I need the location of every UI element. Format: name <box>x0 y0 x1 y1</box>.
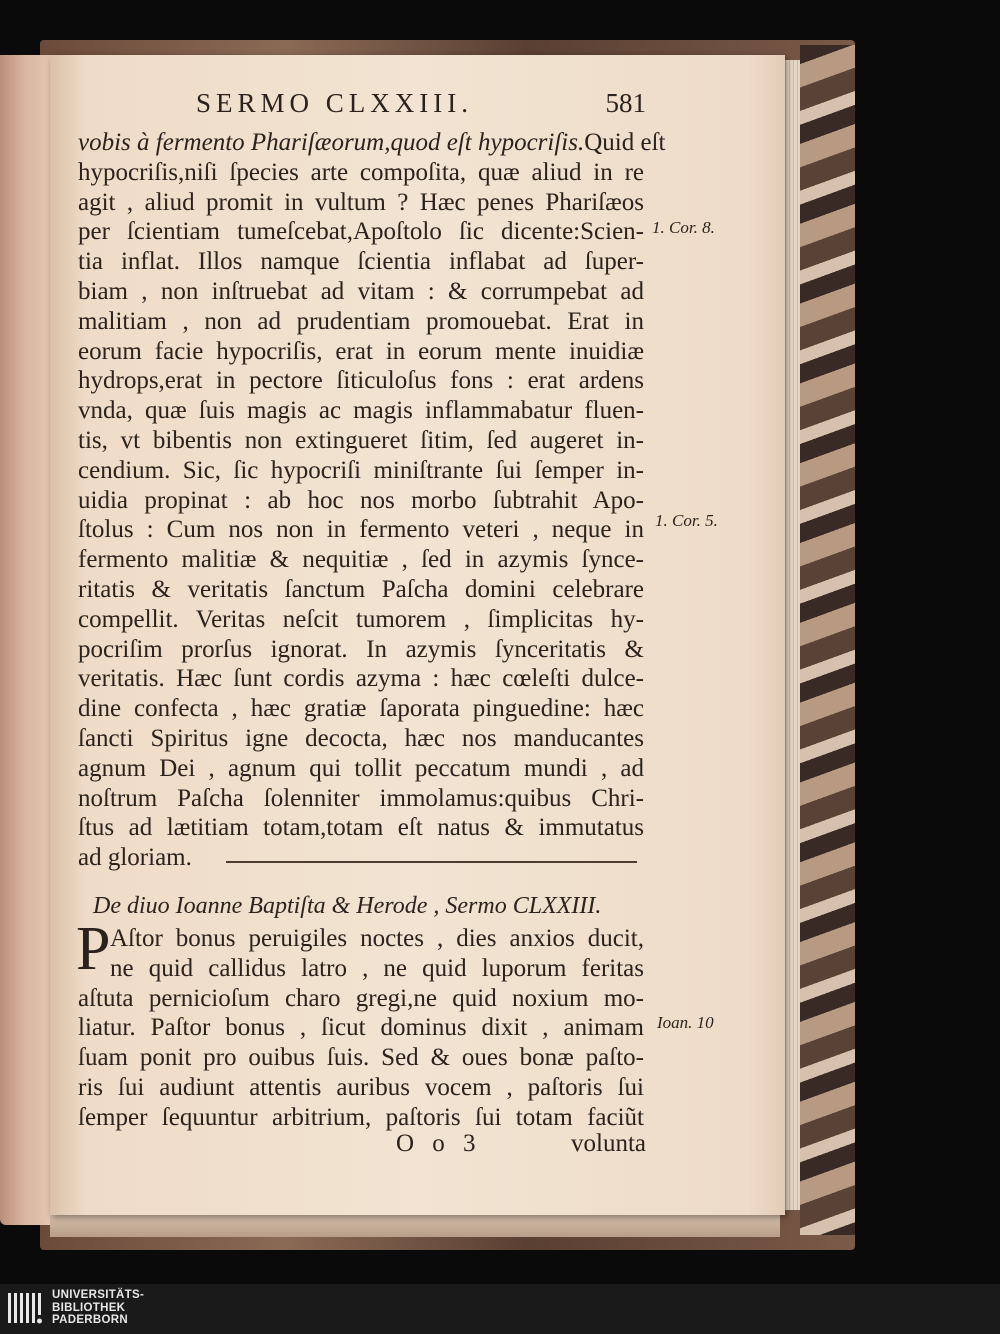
library-name-line: PADERBORN <box>52 1314 128 1326</box>
text-line: ne quid callidus latro , ne quid luporum feritas <box>110 954 644 982</box>
text-line <box>78 217 644 247</box>
text-line: ſuam ponit pro ouibus ſuis. Sed & oues bonæ paſto- <box>78 1044 644 1072</box>
text-segment: vnda, quæ ſuis magis ac magis inflammabatur fluen- <box>78 397 644 425</box>
text-segment: agit , aliud promit in vultum ? Hæc penes Phariſæos <box>78 188 644 216</box>
text-line: ſemper ſequuntur arbitrium, paſtoris ſui totam faciũt <box>78 1103 644 1131</box>
library-footer <box>0 1284 1000 1334</box>
text-line <box>78 515 644 545</box>
library-name-line: UNIVERSITÄTS- <box>52 1289 145 1301</box>
text-segment: uidia propinat : ab hoc nos morbo ſubtrahit Apo- <box>78 486 644 514</box>
drop-capital: P <box>76 915 111 983</box>
text-segment: ſtus ad lætitiam totam,totam eſt natus & immutatus <box>78 814 644 842</box>
text-segment: hydrops,erat in pectore ſiticuloſus fons : erat ardens <box>78 367 644 395</box>
text-line <box>78 545 644 575</box>
text-line <box>78 694 644 724</box>
text-line <box>78 188 644 218</box>
text-segment: ſtolus : Cum nos non in fermento veteri , neque in <box>78 516 644 544</box>
text-line <box>78 307 644 337</box>
text-segment: malitiam , non ad prudentiam promouebat. Erat in <box>78 307 644 335</box>
text-line <box>78 813 644 843</box>
marbled-endpaper <box>800 45 855 1235</box>
text-line <box>78 664 644 694</box>
text-line: liatur. Paſtor bonus , ſicut dominus dixit , animam <box>78 1014 644 1042</box>
text-segment: agnum Dei , agnum qui tollit peccatum mundi , ad <box>78 754 644 782</box>
text-line: aſtuta pernicioſum charo gregi,ne quid noxium mo- <box>78 984 644 1012</box>
text-segment: Quid eſt <box>584 129 666 156</box>
text-segment: noſtrum Paſcha ſolenniter immolamus:quibus Chri- <box>78 784 644 812</box>
text-segment: veritatis. Hæc ſunt cordis azyma : hæc cœleſti dulce- <box>78 665 644 693</box>
text-segment: tia inflat. Illos namque ſcientia inflabat ad ſuper- <box>78 248 644 276</box>
text-segment: cendium. Sic, ſic hypocriſi miniſtrante ſui ſemper in- <box>78 456 644 484</box>
header-title: SERMO CLXXIII. <box>196 88 473 118</box>
text-line <box>78 605 644 635</box>
text-segment: ritatis & veritatis ſanctum Paſcha domini celebrare <box>78 575 644 603</box>
text-line <box>78 247 644 277</box>
running-header <box>196 88 646 124</box>
text-segment: tis, vt bibentis non extingueret ſitim, ſed augeret in- <box>78 426 644 454</box>
text-segment: fermento malitiæ & nequitiæ , ſed in azymis ſynce- <box>78 546 644 574</box>
book-bottom-edge <box>50 1212 780 1237</box>
text-line <box>78 337 644 367</box>
signature-mark: O o 3 <box>396 1130 482 1157</box>
text-segment: compellit. Veritas neſcit tumorem , ſimplicitas hy- <box>78 605 644 633</box>
text-line <box>78 366 644 396</box>
text-line <box>78 426 644 456</box>
text-segment: vobis à fermento Phariſæorum,quod eſt hypocriſis. <box>78 129 585 156</box>
text-line <box>78 486 644 516</box>
text-line: ris ſui audiunt attentis auribus vocem , paſtoris ſui <box>78 1073 644 1101</box>
text-line <box>78 843 644 873</box>
text-segment: ad gloriam. <box>78 844 192 872</box>
text-line <box>78 784 644 814</box>
section-body <box>78 924 644 1133</box>
text-segment: biam , non inſtruebat ad vitam : & corrumpebat ad <box>78 277 644 305</box>
library-name <box>52 1289 144 1327</box>
library-logo-icon <box>6 1289 46 1329</box>
text-line: Aſtor bonus peruigiles noctes , dies anxios ducit, <box>110 925 644 952</box>
text-line <box>78 754 644 784</box>
margin-note: Ioan. 10 <box>657 1013 714 1032</box>
text-line <box>78 277 644 307</box>
text-line <box>78 396 644 426</box>
text-line <box>78 635 644 665</box>
text-line <box>78 456 644 486</box>
text-line <box>78 128 666 158</box>
text-segment: hypocriſis,niſi ſpecies arte compoſita, quæ aliud in re <box>78 158 644 186</box>
text-segment: ſancti Spiritus igne decocta, hæc nos manducantes <box>78 724 644 752</box>
text-segment: pocriſim prorſus ignorat. In azymis ſynceritatis & <box>78 635 644 663</box>
text-segment: per ſcientiam tumeſcebat,Apoſtolo ſic dicente:Scien- <box>78 218 644 246</box>
body-text <box>78 128 666 873</box>
library-name-line: BIBLIOTHEK <box>52 1301 126 1314</box>
text-line <box>78 575 644 605</box>
text-line <box>78 724 644 754</box>
catchline <box>396 1130 646 1160</box>
section-title: De diuo Ioanne Baptiſta & Herode , Sermo CLXXIII. <box>93 893 602 919</box>
catchword: volunta <box>571 1130 646 1157</box>
text-segment: dine confecta , hæc gratiæ ſaporata pinguedine: hæc <box>78 695 644 723</box>
section-divider <box>226 861 637 863</box>
margin-note: 1. Cor. 8. <box>652 218 715 237</box>
margin-note: 1. Cor. 5. <box>655 511 718 530</box>
text-segment: eorum facie hypocriſis, erat in eorum mente inuidiæ <box>78 337 644 365</box>
page-number: 581 <box>605 88 646 118</box>
text-line <box>78 158 644 188</box>
